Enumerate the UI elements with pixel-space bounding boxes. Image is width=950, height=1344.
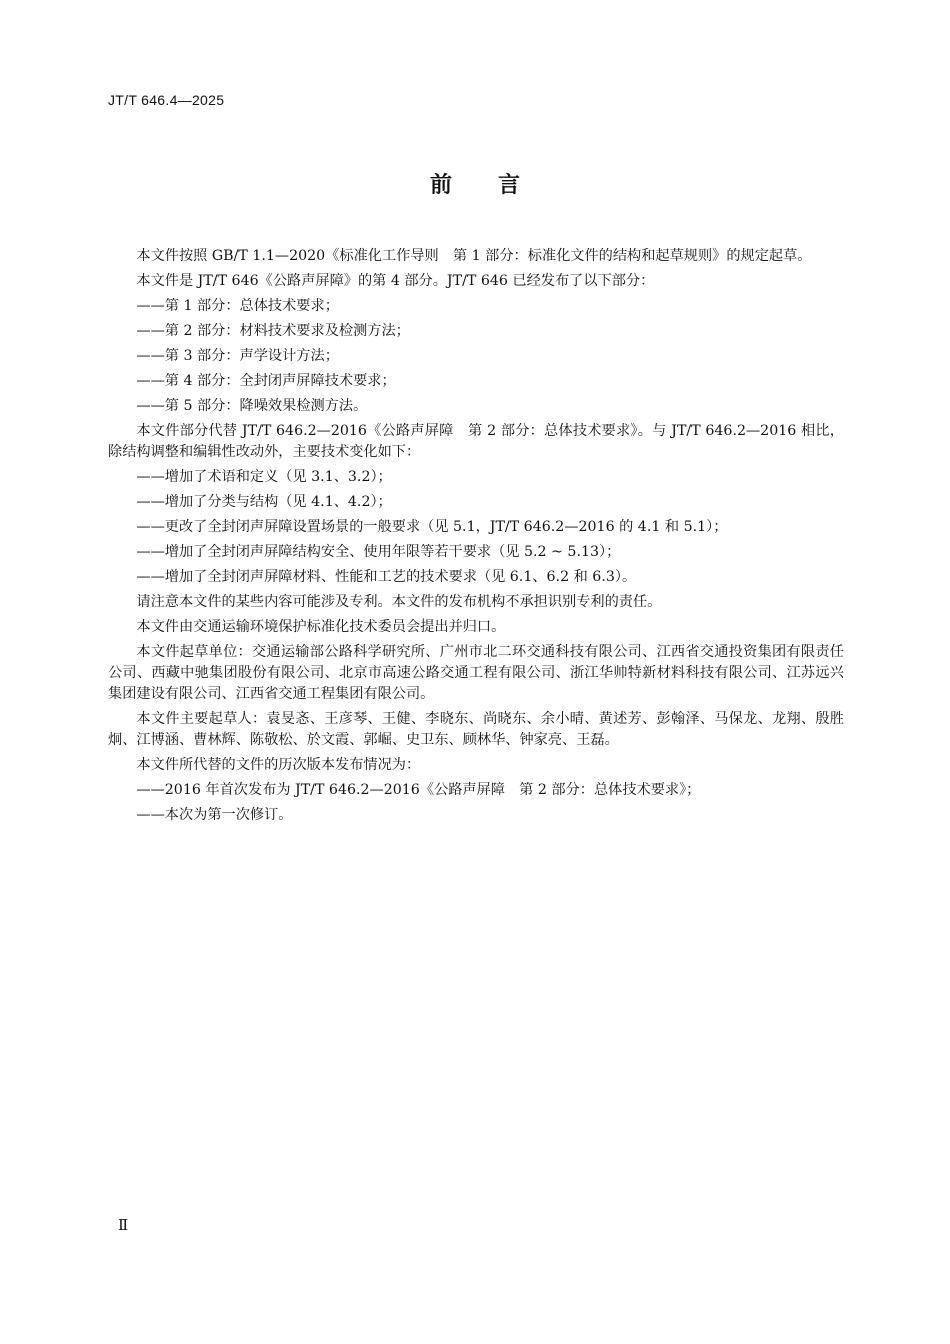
page-title: 前言 [429,173,566,198]
paragraph-drafting-rules: 本文件按照 GB/T 1.1—2020《标准化工作导则 第 1 部分：标准化文件的结构和起草规则》的规定起草。 [136,248,812,264]
list-item-change-1: ——增加了术语和定义（见 3.1、3.2）； [136,469,392,485]
list-item-change-4: ——增加了全封闭声屏障结构安全、使用年限等若干要求（见 5.2 ~ 5.13）； [136,544,621,560]
list-item-history-2: ——本次为第一次修订。 [136,807,293,823]
foreword-body [108,246,844,830]
paragraph-drafting-units: 本文件起草单位：交通运输部公路科学研究所、广州市北二环交通科技有限公司、江西省交通投资集团有限责任公司、西藏中驰集团股份有限公司、北京市高速公路交通工程有限公司、浙江华帅特新材料科技有限公司、江苏远兴集团建设有限公司、江西省交通工程集团有限公司。 [108,644,844,702]
list-item-history-1: ——2016 年首次发布为 JT/T 646.2—2016《公路声屏障 第 2 部分：总体技术要求》； [136,782,701,798]
paragraph-proposer: 本文件由交通运输环境保护标准化技术委员会提出并归口。 [136,619,506,635]
paragraph-drafters: 本文件主要起草人：袁旻忞、王彦琴、王健、李晓东、尚晓东、余小晴、黄述芳、彭翰泽、马保龙、龙翔、殷胜炯、江博涵、曹林辉、陈敬松、於文霞、郭崛、史卫东、顾林华、钟家亮、王磊。 [108,711,844,748]
paragraph-part-intro: 本文件是 JT/T 646《公路声屏障》的第 4 部分。JT/T 646 已经发布了以下部分： [136,273,655,289]
paragraph-history-intro: 本文件所代替的文件的历次版本发布情况为： [136,757,421,773]
document-code: JT/T 646.4—2025 [108,92,225,108]
paragraph-replacement: 本文件部分代替 JT/T 646.2—2016《公路声屏障 第 2 部分：总体技术要求》。与 JT/T 646.2—2016 相比，除结构调整和编辑性改动外，主要技术变化如下： [108,423,844,460]
list-item-part-4: ——第 4 部分：全封闭声屏障技术要求； [136,373,396,389]
list-item-change-2: ——增加了分类与结构（见 4.1、4.2）； [136,494,392,510]
page-number: Ⅱ [118,1216,129,1234]
list-item-change-5: ——增加了全封闭声屏障材料、性能和工艺的技术要求（见 6.1、6.2 和 6.3）。 [136,569,637,585]
paragraph-patent-notice: 请注意本文件的某些内容可能涉及专利。本文件的发布机构不承担识别专利的责任。 [136,594,662,610]
list-item-part-2: ——第 2 部分：材料技术要求及检测方法； [136,323,410,339]
list-item-part-1: ——第 1 部分：总体技术要求； [136,298,339,314]
list-item-part-3: ——第 3 部分：声学设计方法； [136,348,339,364]
list-item-change-3: ——更改了全封闭声屏障设置场景的一般要求（见 5.1，JT/T 646.2—2016 的 4.1 和 5.1）； [136,519,728,535]
list-item-part-5: ——第 5 部分：降噪效果检测方法。 [136,398,368,414]
